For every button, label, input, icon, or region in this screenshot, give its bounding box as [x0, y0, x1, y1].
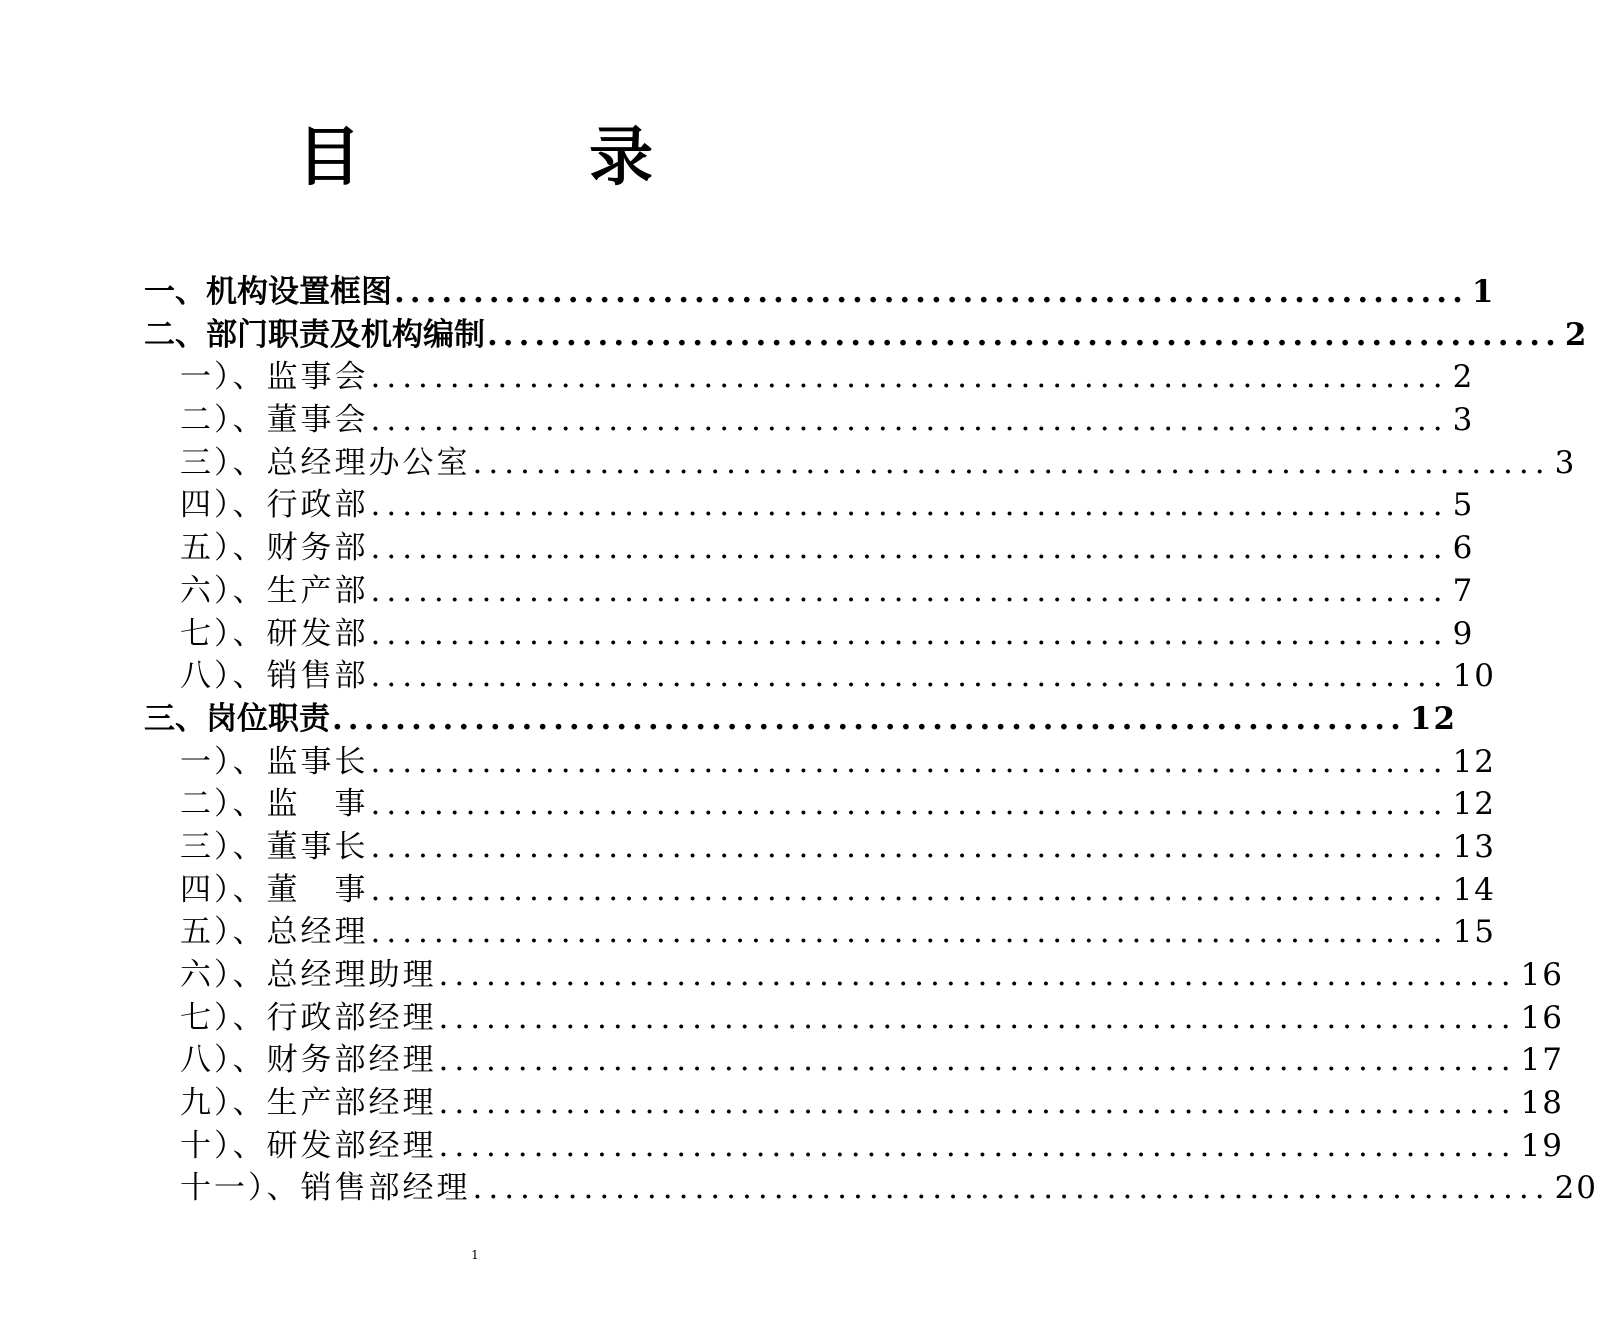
- toc-leader-dots: ....................................................................: [370, 871, 1449, 908]
- toc-entry-label: 四）、董 事: [180, 871, 369, 908]
- toc-leader-dots: ....................................................................: [438, 1042, 1517, 1079]
- toc-entry[interactable]: [144, 741, 1497, 784]
- toc-leader-dots: ....................................................................: [472, 1170, 1551, 1207]
- toc-entry-page: 17: [1520, 1042, 1565, 1079]
- toc-leader-dots: ....................................................................: [370, 786, 1449, 823]
- toc-entry[interactable]: [144, 271, 1496, 314]
- toc-entry-label: 一）、监事会: [180, 359, 369, 396]
- toc-entry-label: 二、部门职责及机构编制: [144, 316, 485, 353]
- toc-entry-page: 9: [1452, 615, 1475, 652]
- toc-leader-dots: ....................................................................: [438, 1127, 1517, 1164]
- toc-entry-label: 八）、销售部: [180, 658, 369, 695]
- toc-entry[interactable]: [144, 570, 1475, 613]
- toc-entry-page: 5: [1452, 487, 1475, 524]
- toc-entry[interactable]: [144, 356, 1475, 399]
- toc-entry-label: 七）、研发部: [180, 615, 369, 652]
- toc-leader-dots: ....................................................................: [370, 487, 1449, 524]
- toc-entry[interactable]: [144, 869, 1497, 912]
- toc-entry-label: 十）、研发部经理: [180, 1127, 437, 1164]
- toc-leader-dots: ....................................................................: [487, 316, 1561, 353]
- toc-leader-dots: ....................................................................: [370, 615, 1449, 652]
- toc-entry[interactable]: [144, 1082, 1565, 1125]
- toc-entry-label: 二）、董事会: [180, 402, 369, 439]
- toc-leader-dots: ....................................................................: [438, 1085, 1517, 1122]
- toc-entry-page: 12: [1452, 786, 1497, 823]
- toc-entry-page: 16: [1520, 957, 1565, 993]
- toc-entry-page: 18: [1520, 1085, 1565, 1122]
- toc-entry[interactable]: [144, 954, 1565, 997]
- toc-leader-dots: ....................................................................: [438, 957, 1517, 993]
- toc-entry-label: 五）、总经理: [180, 914, 369, 951]
- toc-leader-dots: ....................................................................: [370, 359, 1449, 396]
- toc-entry-label: 六）、生产部: [180, 572, 369, 609]
- toc-entry[interactable]: [144, 1125, 1565, 1168]
- toc-entry-page: 12: [1452, 743, 1497, 780]
- toc-entry[interactable]: [144, 314, 1589, 357]
- toc-entry-label: 三、岗位职责: [144, 700, 330, 737]
- toc-entry-label: 一）、监事长: [180, 743, 369, 780]
- toc-leader-dots: ....................................................................: [370, 914, 1449, 951]
- toc-entry[interactable]: [144, 613, 1475, 656]
- toc-entry[interactable]: [144, 399, 1475, 442]
- toc-entry[interactable]: [144, 1039, 1565, 1082]
- toc-entry-page: 16: [1520, 999, 1565, 1036]
- toc-leader-dots: ....................................................................: [394, 274, 1468, 310]
- toc-entry-page: 12: [1409, 700, 1458, 737]
- toc-entry-label: 九）、生产部经理: [180, 1085, 437, 1122]
- toc-leader-dots: ....................................................................: [472, 444, 1551, 481]
- toc-entry-label: 七）、行政部经理: [180, 999, 437, 1036]
- toc-leader-dots: ....................................................................: [438, 999, 1517, 1036]
- toc-entry-page: 3: [1554, 444, 1577, 481]
- toc-leader-dots: ....................................................................: [370, 658, 1449, 695]
- toc-entry[interactable]: [144, 527, 1475, 570]
- toc-entry-page: 3: [1452, 402, 1475, 439]
- toc-entry-label: 三）、总经理办公室: [180, 444, 471, 481]
- toc-entry-page: 13: [1452, 828, 1497, 865]
- toc-entry-page: 15: [1452, 914, 1497, 951]
- toc-entry[interactable]: [144, 484, 1475, 527]
- toc-entry-label: 八）、财务部经理: [180, 1042, 437, 1079]
- toc-entry[interactable]: [144, 655, 1497, 698]
- toc-entry-page: 7: [1452, 572, 1475, 609]
- toc-entry-page: 19: [1520, 1127, 1565, 1164]
- toc-entry[interactable]: [144, 698, 1458, 741]
- toc-entry-page: 10: [1452, 658, 1497, 695]
- toc-leader-dots: ....................................................................: [370, 828, 1449, 865]
- toc-leader-dots: ....................................................................: [332, 700, 1406, 737]
- footer-page-number: 1: [471, 1248, 479, 1262]
- toc-entry-label: 四）、行政部: [180, 487, 369, 524]
- toc-entry-page: 6: [1452, 530, 1475, 567]
- toc-entry[interactable]: [144, 783, 1497, 826]
- toc-entry-label: 五）、财务部: [180, 530, 369, 567]
- toc-leader-dots: ....................................................................: [370, 530, 1449, 567]
- toc-entry[interactable]: [144, 997, 1565, 1040]
- page-title: 目 录: [297, 120, 735, 195]
- toc-entry[interactable]: [144, 826, 1497, 869]
- toc-entry[interactable]: [144, 1167, 1598, 1210]
- toc-entry-label: 六）、总经理助理: [180, 957, 437, 993]
- toc-entry-page: 14: [1452, 871, 1497, 908]
- toc-leader-dots: ....................................................................: [370, 743, 1449, 780]
- toc-entry-page: 2: [1564, 316, 1589, 353]
- toc-entry-label: 三）、董事长: [180, 828, 369, 865]
- toc-entry[interactable]: [144, 442, 1577, 485]
- toc-leader-dots: ....................................................................: [370, 402, 1449, 439]
- toc-entry-label: 二）、监 事: [180, 786, 369, 823]
- toc-entry-label: 一、机构设置框图: [144, 274, 392, 310]
- toc-entry-page: 1: [1471, 274, 1496, 310]
- table-of-contents: [144, 271, 1598, 1210]
- toc-entry-page: 20: [1554, 1170, 1598, 1207]
- toc-entry[interactable]: [144, 911, 1497, 954]
- toc-entry-label: 十一）、销售部经理: [180, 1170, 471, 1207]
- toc-leader-dots: ....................................................................: [370, 572, 1449, 609]
- toc-entry-page: 2: [1452, 359, 1475, 396]
